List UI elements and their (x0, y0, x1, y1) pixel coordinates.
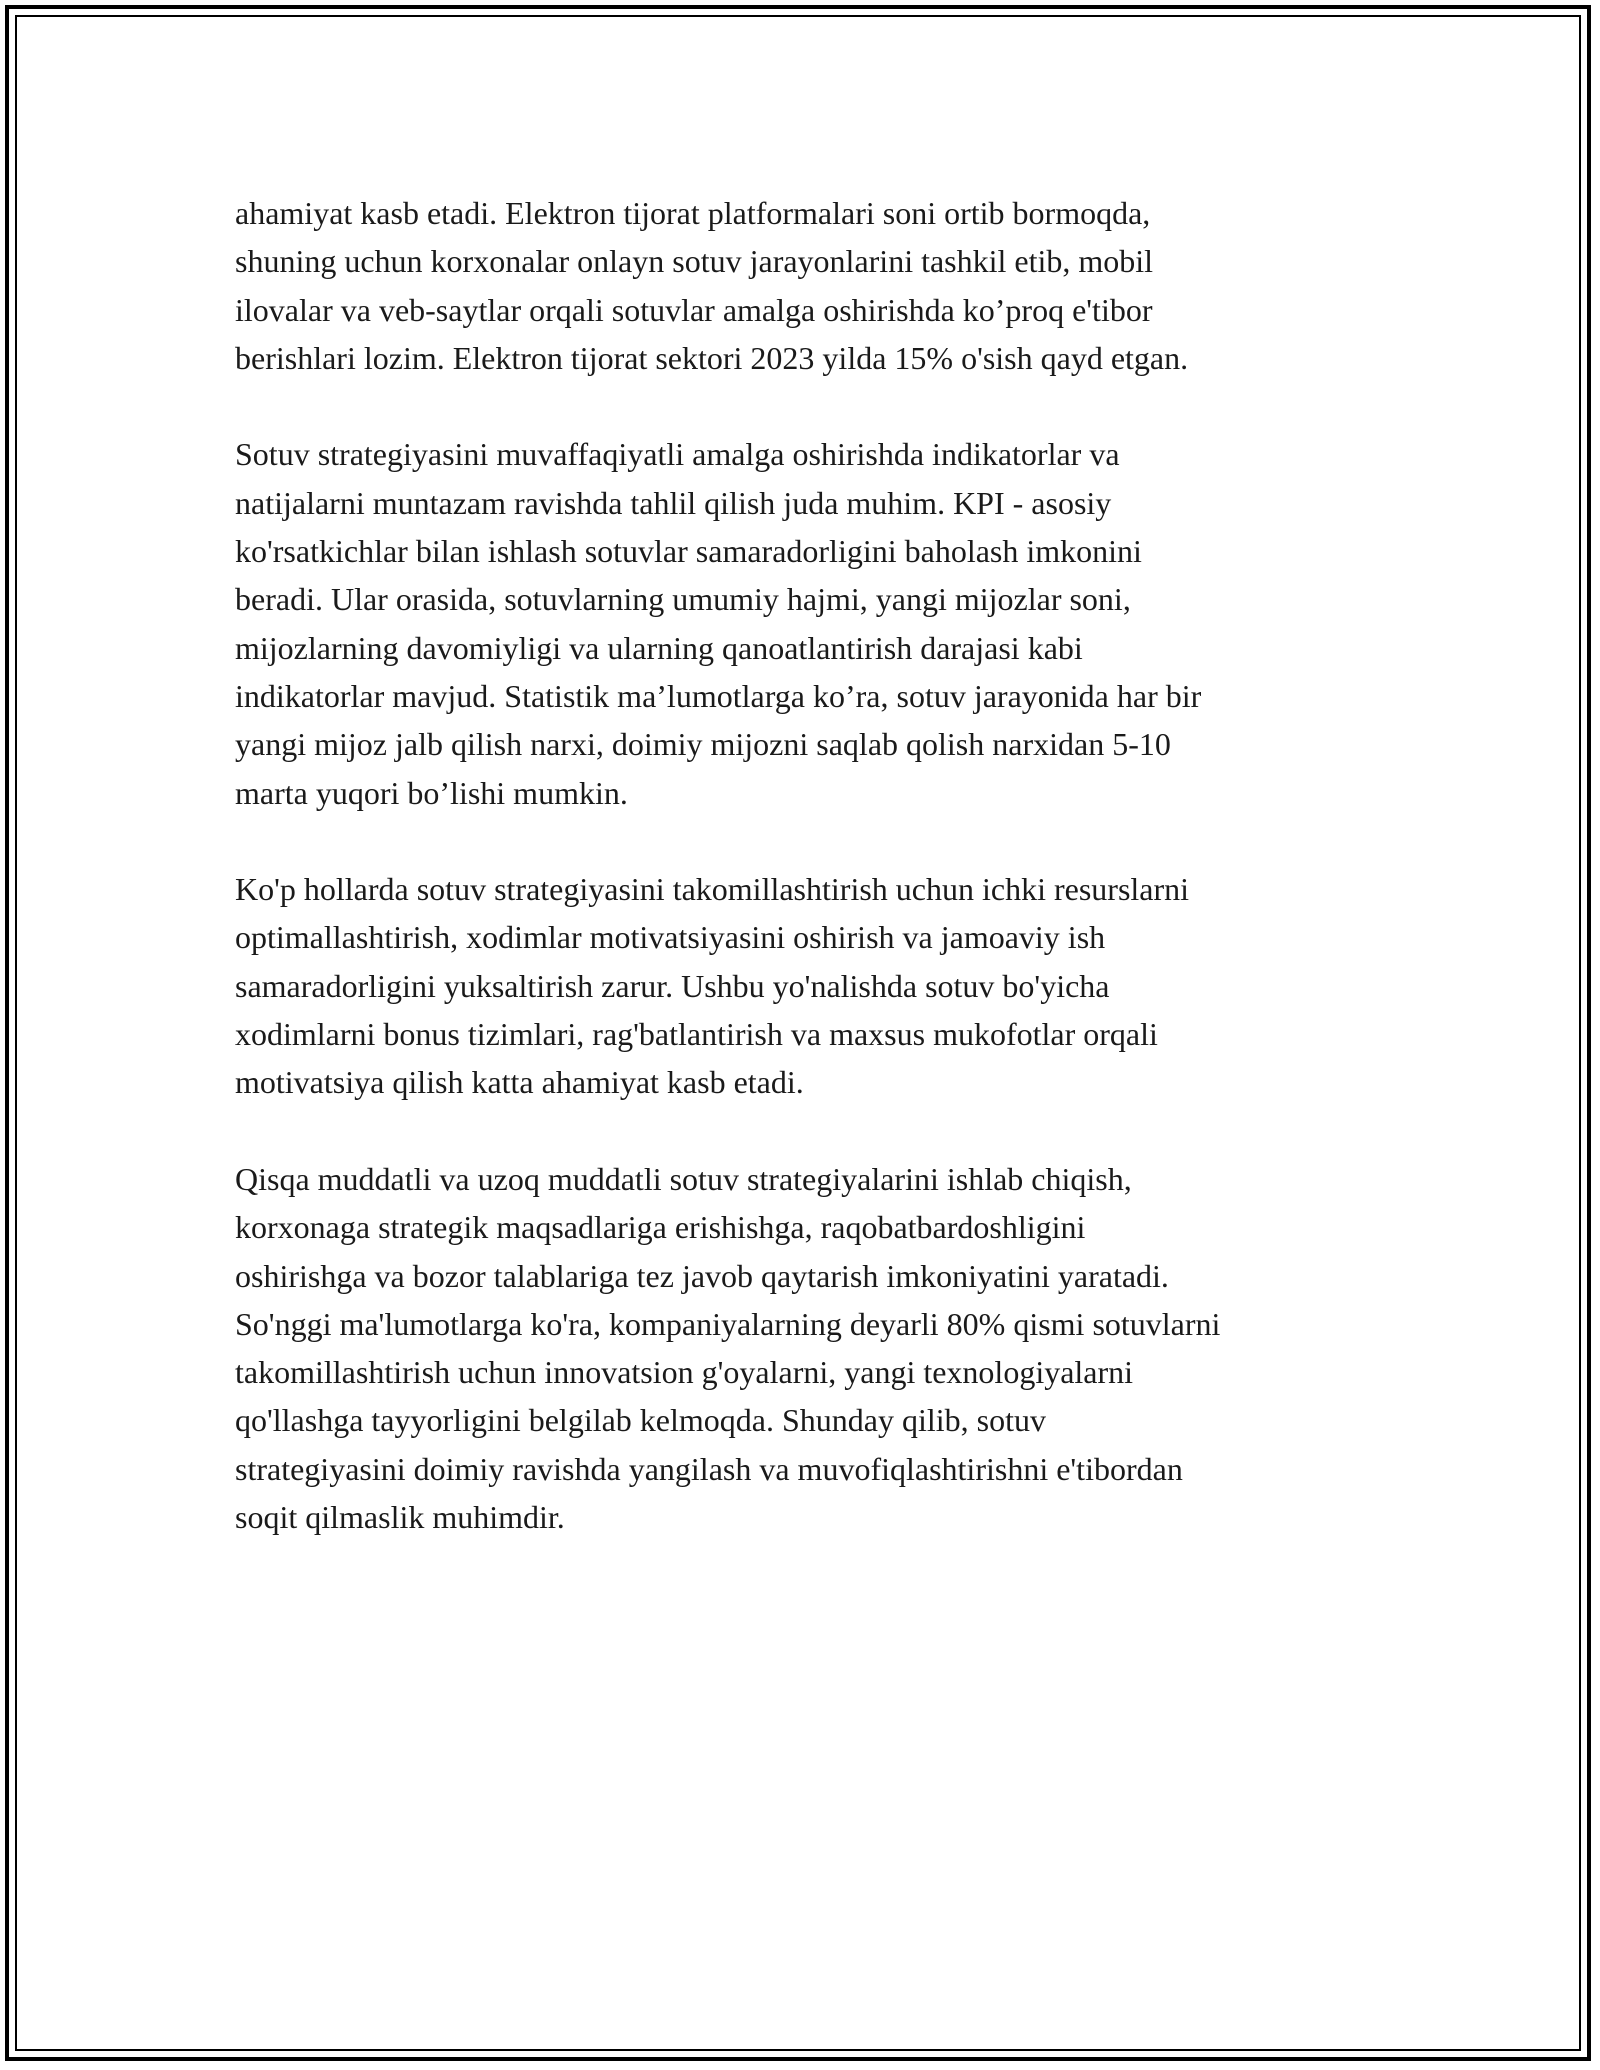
paragraph-motivation (235, 865, 1385, 1106)
text-line: beradi. Ular orasida, sotuvlarning umumiy hajmi, yangi mijozlar soni, (235, 581, 1131, 618)
text-line: marta yuqori bo’lishi mumkin. (235, 774, 628, 811)
text-line: motivatsiya qilish katta ahamiyat kasb etadi. (235, 1064, 804, 1101)
paragraph-strategy (235, 1155, 1385, 1541)
text-line: indikatorlar mavjud. Statistik ma’lumotlarga ko’ra, sotuv jarayonida har bir (235, 677, 1202, 714)
text-line: yangi mijoz jalb qilish narxi, doimiy mijozni saqlab qolish narxidan 5-10 (235, 726, 1171, 763)
text-line: So'nggi ma'lumotlarga ko'ra, kompaniyalarning deyarli 80% qismi sotuvlarni (235, 1305, 1221, 1342)
text-line: ahamiyat kasb etadi. Elektron tijorat platformalari soni ortib bormoqda, (235, 195, 1151, 231)
text-line: natijalarni muntazam ravishda tahlil qilish juda muhim. KPI - asosiy (235, 484, 1112, 521)
document-body (235, 189, 1385, 1590)
text-line: Qisqa muddatli va uzoq muddatli sotuv strategiyalarini ishlab chiqish, (235, 1160, 1132, 1197)
text-line: xodimlarni bonus tizimlari, rag'batlantirish va maxsus mukofotlar orqali (235, 1016, 1158, 1053)
text-line: shuning uchun korxonalar onlayn sotuv jarayonlarini tashkil etib, mobil (235, 243, 1154, 280)
text-line: oshirishga va bozor talablariga tez javob qaytarish imkoniyatini yaratadi. (235, 1257, 1169, 1294)
text-line: ilovalar va veb-saytlar orqali sotuvlar amalga oshirishda ko’proq e'tibor (235, 291, 1153, 328)
text-line: Ko'p hollarda sotuv strategiyasini takomillashtirish uchun ichki resurslarni (235, 871, 1190, 908)
text-line: soqit qilmaslik muhimdir. (235, 1499, 565, 1536)
text-line: samaradorligini yuksaltirish zarur. Ushbu yo'nalishda sotuv bo'yicha (235, 967, 1110, 1004)
text-line: ko'rsatkichlar bilan ishlash sotuvlar samaradorligini baholash imkonini (235, 533, 1142, 570)
text-line: Sotuv strategiyasini muvaffaqiyatli amalga oshirishda indikatorlar va (235, 436, 1120, 473)
text-line: strategiyasini doimiy ravishda yangilash va muvofiqlashtirishni e'tibordan (235, 1450, 1183, 1487)
text-line: mijozlarning davomiyligi va ularning qanoatlantirish darajasi kabi (235, 629, 1083, 666)
text-line: qo'llashga tayyorligini belgilab kelmoqda. Shunday qilib, sotuv (235, 1402, 1046, 1439)
text-line: berishlari lozim. Elektron tijorat sektori 2023 yilda 15% o'sish qayd etgan. (235, 339, 1189, 376)
paragraph-ecommerce (235, 189, 1385, 382)
paragraph-kpi (235, 430, 1385, 816)
text-line: takomillashtirish uchun innovatsion g'oyalarni, yangi texnologiyalarni (235, 1354, 1134, 1391)
text-line: optimallashtirish, xodimlar motivatsiyasini oshirish va jamoaviy ish (235, 919, 1106, 956)
text-line: korxonaga strategik maqsadlariga erishishga, raqobatbardoshligini (235, 1209, 1086, 1246)
